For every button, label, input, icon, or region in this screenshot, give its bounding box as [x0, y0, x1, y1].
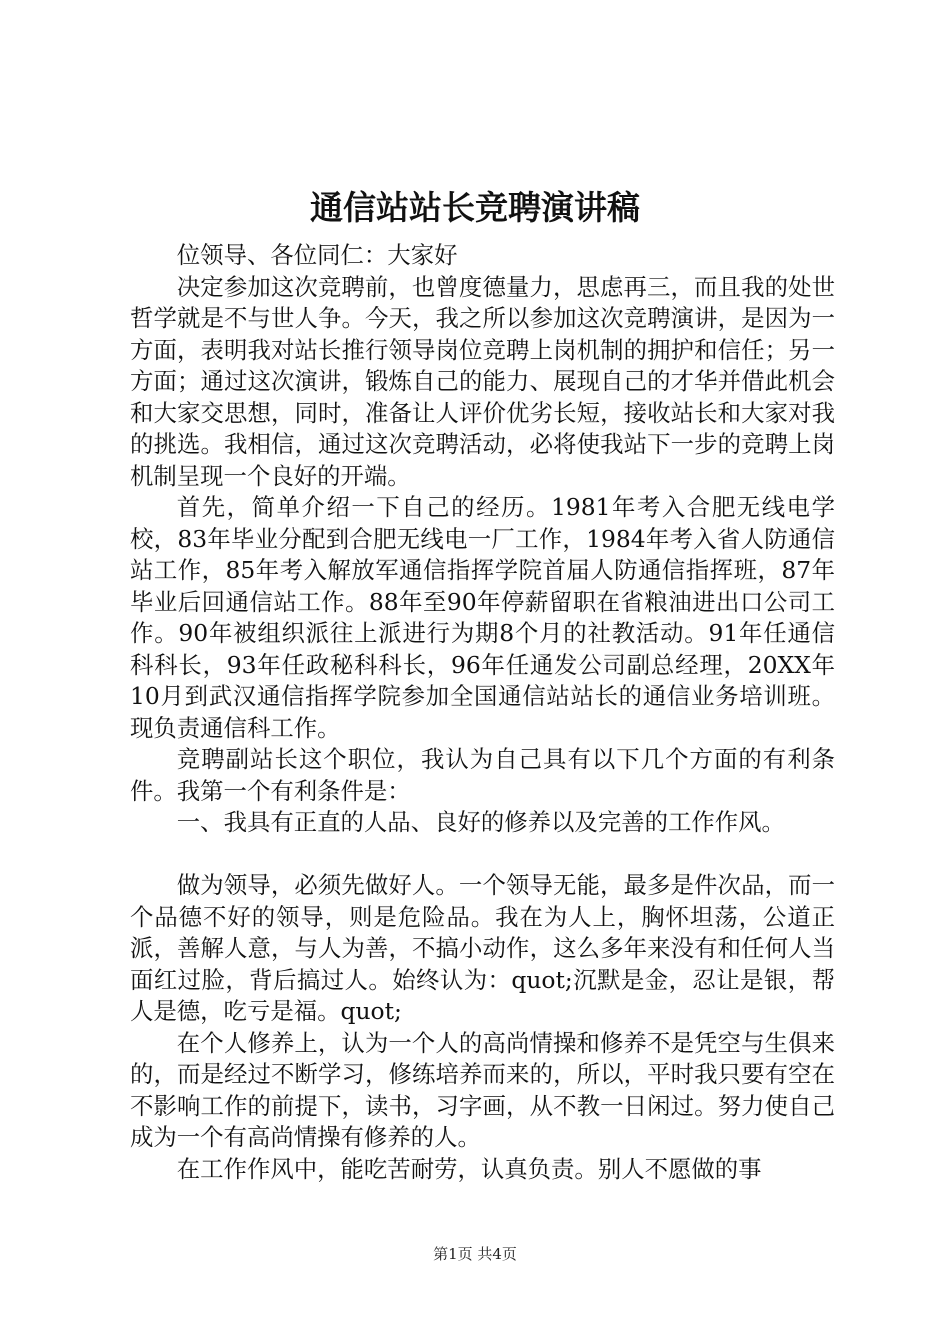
paragraph-self-cultivation: 在个人修养上，认为一个人的高尚情操和修养不是凭空与生俱来的，而是经过不断学习，修练培养而来的，所以，平时我只要有空在不影响工作的前提下，读书，习字画，从不教一日闲过。努力使自己成为一个有高尚情操有修养的人。 — [130, 1028, 835, 1151]
paragraph-character: 做为领导，必须先做好人。一个领导无能，最多是件次品，而一个品德不好的领导，则是危险品。我在为人上，胸怀坦荡，公道正派，善解人意，与人为善，不搞小动作，这么多年来没有和任何人当面红过脸，背后搞过人。始终认为：quot;沉默是金，忍让是银，帮人是德，吃亏是福。quot; — [130, 871, 835, 1025]
document-title: 通信站站长竞聘演讲稿 — [310, 188, 640, 227]
paragraph-conditions-intro: 竞聘副站长这个职位，我认为自己具有以下几个方面的有利条件。我第一个有利条件是： — [130, 745, 835, 805]
paragraph-condition-one-heading: 一、我具有正直的人品、良好的修养以及完善的工作作风。 — [176, 808, 785, 836]
paragraph-motivation: 决定参加这次竞聘前，也曾度德量力，思虑再三，而且我的处世哲学就是不与世人争。今天，我之所以参加这次竞聘演讲，是因为一方面，表明我对站长推行领导岗位竞聘上岗机制的拥护和信任；另一方面；通过这次演讲，锻炼自己的能力、展现自己的才华并借此机会和大家交思想，同时，准备让人评价优劣长短，接收站长和大家对我的挑选。我相信，通过这次竞聘活动，必将使我站下一步的竞聘上岗机制呈现一个良好的开端。 — [130, 272, 835, 490]
paragraph-work-style: 在工作作风中，能吃苦耐劳，认真负责。别人不愿做的事 — [176, 1154, 762, 1183]
document-body — [130, 240, 835, 1185]
page-number-footer: 第1页 共4页 — [433, 1245, 517, 1263]
paragraph-experience: 首先，简单介绍一下自己的经历。1981年考入合肥无线电学校，83年毕业分配到合肥无线电一厂工作，1984年考入省人防通信站工作，85年考入解放军通信指挥学院首届人防通信指挥班，87年毕业后回通信站工作。88年至90年停薪留职在省粮油进出口公司工作。90年被组织派往上派进行为期8个月的社教活动。91年任通信科科长，93年任政秘科科长，96年任通发公司副总经理，20XX年10月到武汉通信指挥学院参加全国通信站站长的通信业务培训班。现负责通信科工作。 — [130, 493, 835, 742]
paragraph-greeting: 位领导、各位同仁：大家好 — [176, 241, 458, 269]
